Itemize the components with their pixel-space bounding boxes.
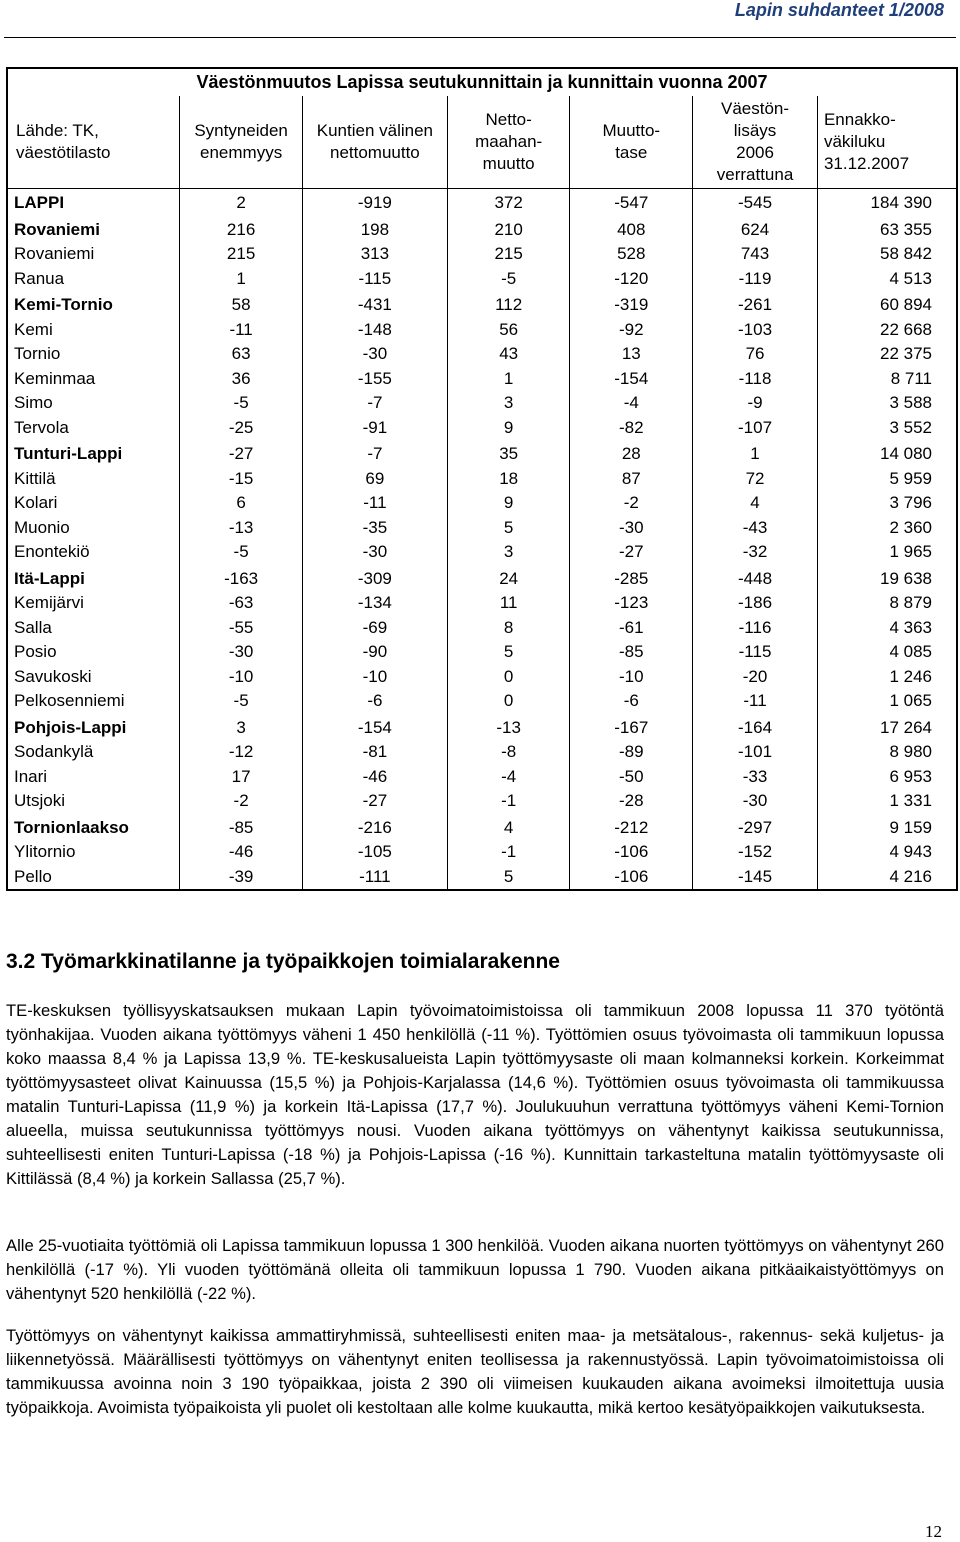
- table-row: [7, 467, 957, 492]
- value-cell: 624: [693, 216, 818, 243]
- value-cell: -145: [693, 865, 818, 891]
- value-cell: -1: [447, 789, 570, 814]
- table-row: [7, 740, 957, 765]
- value-cell: 408: [570, 216, 693, 243]
- value-cell: 4: [447, 814, 570, 841]
- value-cell: -55: [180, 616, 303, 641]
- value-cell: -448: [693, 565, 818, 592]
- region-name-cell: Kolari: [7, 491, 180, 516]
- value-cell: 56: [447, 318, 570, 343]
- region-name-cell: Muonio: [7, 516, 180, 541]
- paragraph-1: TE-keskuksen työllisyyskatsauksen mukaan Lapin työvoimatoimistoissa oli tammikuun 2008 lopussa 11 370 työtöntä työnhakijaa. Vuoden aikana työttömyys väheni 1 450 henkilöllä (-11 %). Työttömien osuus työvoimasta oli tammikuun lopussa koko maassa 8,4 % ja Lapissa 13,9 %. TE-keskusalueista Lapin työttömyysaste oli maan kolmanneksi korkein. Korkeimmat työttömyysasteet olivat Kainuussa (15,5 %) ja Pohjois-Karjalassa (14,6 %). Työttömien osuus työvoimasta oli tammikuussa matalin Tunturi-Lapissa (11,9 %) ja korkein Itä-Lapissa (17,7 %). Joulukuuhun verrattuna työttömyys väheni Kemi-Tornion alueella, muissa seutukunnissa työttömyys nousi. Vuoden aikana työttömyys on vähentynyt kaikissa seutukunnissa, suhteellisesti eniten Tunturi-Lapissa (-18 %) ja Pohjois-Lapissa (-16 %). Kunnittain tarkasteltuna matalin työttömyysaste oli Kittilässä (8,4 %) ja korkein Sallassa (25,7 %).: [6, 1001, 944, 1188]
- value-cell: 14 080: [817, 440, 957, 467]
- region-name-cell: Posio: [7, 640, 180, 665]
- column-header: [180, 96, 303, 189]
- region-name-cell: Simo: [7, 391, 180, 416]
- table-row: [7, 318, 957, 343]
- value-cell: 24: [447, 565, 570, 592]
- value-cell: 63: [180, 342, 303, 367]
- value-cell: 1: [693, 440, 818, 467]
- table-row: [7, 616, 957, 641]
- value-cell: -167: [570, 714, 693, 741]
- column-header-line: Ennakko-: [823, 110, 896, 129]
- region-name-cell: Pelkosenniemi: [7, 689, 180, 714]
- value-cell: 18: [447, 467, 570, 492]
- value-cell: 216: [180, 216, 303, 243]
- value-cell: 60 894: [817, 291, 957, 318]
- value-cell: 13: [570, 342, 693, 367]
- value-cell: -9: [693, 391, 818, 416]
- value-cell: 313: [302, 242, 447, 267]
- table-row: [7, 491, 957, 516]
- value-cell: -2: [570, 491, 693, 516]
- value-cell: -28: [570, 789, 693, 814]
- value-cell: 0: [447, 665, 570, 690]
- value-cell: 3: [180, 714, 303, 741]
- table-row: [7, 516, 957, 541]
- value-cell: 3: [447, 391, 570, 416]
- value-cell: 22 668: [817, 318, 957, 343]
- table-row: [7, 591, 957, 616]
- value-cell: -89: [570, 740, 693, 765]
- region-name-cell: Sodankylä: [7, 740, 180, 765]
- value-cell: -13: [447, 714, 570, 741]
- value-cell: -27: [570, 540, 693, 565]
- column-header-line: nettomuutto: [329, 143, 420, 162]
- value-cell: -5: [447, 267, 570, 292]
- value-cell: 1: [447, 367, 570, 392]
- value-cell: -154: [302, 714, 447, 741]
- table-row: [7, 189, 957, 216]
- value-cell: 87: [570, 467, 693, 492]
- value-cell: -5: [180, 540, 303, 565]
- value-cell: -115: [302, 267, 447, 292]
- column-header-line: maahan-: [475, 132, 543, 151]
- value-cell: 8 980: [817, 740, 957, 765]
- value-cell: -15: [180, 467, 303, 492]
- value-cell: 36: [180, 367, 303, 392]
- value-cell: 3 588: [817, 391, 957, 416]
- value-cell: -2: [180, 789, 303, 814]
- value-cell: 4 943: [817, 840, 957, 865]
- value-cell: -50: [570, 765, 693, 790]
- column-header-line: Syntyneiden: [194, 121, 288, 140]
- value-cell: 2 360: [817, 516, 957, 541]
- value-cell: -431: [302, 291, 447, 318]
- value-cell: -10: [180, 665, 303, 690]
- value-cell: 6 953: [817, 765, 957, 790]
- section-heading: 3.2 Työmarkkinatilanne ja työpaikkojen toimialarakenne: [6, 950, 560, 973]
- table-row: [7, 665, 957, 690]
- value-cell: -106: [570, 865, 693, 891]
- region-name-cell: Salla: [7, 616, 180, 641]
- value-cell: 2: [180, 189, 303, 216]
- value-cell: -92: [570, 318, 693, 343]
- page-number: 12: [925, 1522, 942, 1541]
- value-cell: -85: [570, 640, 693, 665]
- table-row: [7, 416, 957, 441]
- table-row: [7, 267, 957, 292]
- value-cell: -212: [570, 814, 693, 841]
- region-name-cell: Kemijärvi: [7, 591, 180, 616]
- value-cell: 6: [180, 491, 303, 516]
- value-cell: 19 638: [817, 565, 957, 592]
- table-row: [7, 789, 957, 814]
- paragraph-3: Työttömyys on vähentynyt kaikissa ammattiryhmissä, suhteellisesti eniten maa- ja metsätalous-, rakennus- sekä kuljetus- ja liikennetyössä. Määrällisesti työttömyys on vähentynyt eniten teollisessa ja rakennustyössä. Lapin työvoimatoimistoissa oli tammikuussa avoinna noin 3 190 työpaikkaa, joista 2 390 oli viimeisen kuukauden aikana avoimeksi ilmoitettuja uusia työpaikkoja. Avoimista työpaikoista yli puolet oli kestoltaan alle kolme kuukautta, mikä kertoo kesätyöpaikkojen vaikutuksesta.: [6, 1326, 944, 1417]
- value-cell: -82: [570, 416, 693, 441]
- column-header-line: väkiluku: [823, 132, 886, 151]
- table-header-row: [7, 96, 957, 189]
- table-row: [7, 391, 957, 416]
- value-cell: 1: [180, 267, 303, 292]
- paragraph-2: Alle 25-vuotiaita työttömiä oli Lapissa tammikuun lopussa 1 300 henkilöä. Vuoden aikana nuorten työttömyys on vähentynyt 260 henkilöllä (-17 %). Yli vuoden työttömänä olleita oli tammikuun lopussa 1 790. Vuoden aikana pitkäaikaistyöttömyys on vähentynyt 520 henkilöllä (-22 %).: [6, 1236, 944, 1303]
- value-cell: -69: [302, 616, 447, 641]
- column-header-line: 31.12.2007: [823, 154, 910, 173]
- value-cell: -90: [302, 640, 447, 665]
- value-cell: -103: [693, 318, 818, 343]
- value-cell: 17 264: [817, 714, 957, 741]
- value-cell: 35: [447, 440, 570, 467]
- value-cell: -116: [693, 616, 818, 641]
- column-header: [693, 96, 818, 189]
- value-cell: -120: [570, 267, 693, 292]
- value-cell: 4: [693, 491, 818, 516]
- value-cell: 743: [693, 242, 818, 267]
- value-cell: 43: [447, 342, 570, 367]
- value-cell: -545: [693, 189, 818, 216]
- value-cell: 28: [570, 440, 693, 467]
- value-cell: -25: [180, 416, 303, 441]
- value-cell: 198: [302, 216, 447, 243]
- value-cell: 3 796: [817, 491, 957, 516]
- column-header-line: lisäys: [733, 121, 777, 140]
- value-cell: 17: [180, 765, 303, 790]
- value-cell: -547: [570, 189, 693, 216]
- value-cell: 5 959: [817, 467, 957, 492]
- value-cell: -105: [302, 840, 447, 865]
- value-cell: 1 965: [817, 540, 957, 565]
- value-cell: -5: [180, 391, 303, 416]
- value-cell: -309: [302, 565, 447, 592]
- value-cell: -1: [447, 840, 570, 865]
- table-row: [7, 342, 957, 367]
- column-header: [447, 96, 570, 189]
- value-cell: 69: [302, 467, 447, 492]
- running-header: Lapin suhdanteet 1/2008: [734, 0, 944, 20]
- value-cell: 4 363: [817, 616, 957, 641]
- value-cell: -30: [693, 789, 818, 814]
- column-header-line: 2006: [736, 143, 774, 162]
- value-cell: -8: [447, 740, 570, 765]
- value-cell: -30: [302, 540, 447, 565]
- value-cell: 1 246: [817, 665, 957, 690]
- region-name-cell: Tornionlaakso: [7, 814, 180, 841]
- value-cell: -30: [180, 640, 303, 665]
- table-row: [7, 765, 957, 790]
- value-cell: 5: [447, 516, 570, 541]
- value-cell: -27: [302, 789, 447, 814]
- value-cell: 4 513: [817, 267, 957, 292]
- region-name-cell: Keminmaa: [7, 367, 180, 392]
- region-name-cell: Kittilä: [7, 467, 180, 492]
- value-cell: 76: [693, 342, 818, 367]
- region-name-cell: Tervola: [7, 416, 180, 441]
- value-cell: -111: [302, 865, 447, 891]
- value-cell: -155: [302, 367, 447, 392]
- value-cell: -101: [693, 740, 818, 765]
- value-cell: 9: [447, 416, 570, 441]
- region-name-cell: Itä-Lappi: [7, 565, 180, 592]
- value-cell: -91: [302, 416, 447, 441]
- value-cell: -61: [570, 616, 693, 641]
- value-cell: 1 331: [817, 789, 957, 814]
- table-row: [7, 242, 957, 267]
- column-header-line: verrattuna: [716, 165, 794, 184]
- value-cell: 0: [447, 689, 570, 714]
- region-name-cell: Ranua: [7, 267, 180, 292]
- value-cell: -35: [302, 516, 447, 541]
- table-title: Väestönmuutos Lapissa seutukunnittain ja kunnittain vuonna 2007: [7, 68, 957, 96]
- value-cell: -46: [180, 840, 303, 865]
- value-cell: -11: [693, 689, 818, 714]
- value-cell: 528: [570, 242, 693, 267]
- table-row: [7, 540, 957, 565]
- value-cell: 58: [180, 291, 303, 318]
- value-cell: -85: [180, 814, 303, 841]
- column-header-line: Lähde: TK,: [16, 121, 99, 140]
- table-row: [7, 865, 957, 891]
- value-cell: -33: [693, 765, 818, 790]
- region-name-cell: Utsjoki: [7, 789, 180, 814]
- population-change-table: [6, 67, 958, 891]
- table-row: [7, 714, 957, 741]
- column-header: [302, 96, 447, 189]
- value-cell: -39: [180, 865, 303, 891]
- value-cell: -4: [570, 391, 693, 416]
- value-cell: 72: [693, 467, 818, 492]
- column-header: [817, 96, 957, 189]
- table-row: [7, 440, 957, 467]
- value-cell: 112: [447, 291, 570, 318]
- value-cell: -919: [302, 189, 447, 216]
- value-cell: -63: [180, 591, 303, 616]
- value-cell: -319: [570, 291, 693, 318]
- region-name-cell: Ylitornio: [7, 840, 180, 865]
- value-cell: -163: [180, 565, 303, 592]
- table-row: [7, 367, 957, 392]
- region-name-cell: Kemi: [7, 318, 180, 343]
- value-cell: 58 842: [817, 242, 957, 267]
- column-header: [570, 96, 693, 189]
- value-cell: -13: [180, 516, 303, 541]
- column-header-line: väestötilasto: [16, 143, 111, 162]
- column-header-line: muutto: [482, 154, 535, 173]
- value-cell: -119: [693, 267, 818, 292]
- table-row: [7, 840, 957, 865]
- value-cell: -27: [180, 440, 303, 467]
- value-cell: -154: [570, 367, 693, 392]
- value-cell: -118: [693, 367, 818, 392]
- value-cell: -148: [302, 318, 447, 343]
- value-cell: -134: [302, 591, 447, 616]
- table-row: [7, 689, 957, 714]
- column-header-line: tase: [615, 143, 648, 162]
- region-name-cell: Savukoski: [7, 665, 180, 690]
- region-name-cell: Pohjois-Lappi: [7, 714, 180, 741]
- value-cell: 8 879: [817, 591, 957, 616]
- value-cell: 5: [447, 640, 570, 665]
- value-cell: -186: [693, 591, 818, 616]
- value-cell: -20: [693, 665, 818, 690]
- table-row: [7, 565, 957, 592]
- region-name-cell: Tornio: [7, 342, 180, 367]
- value-cell: 9: [447, 491, 570, 516]
- value-cell: -43: [693, 516, 818, 541]
- value-cell: 215: [180, 242, 303, 267]
- value-cell: -123: [570, 591, 693, 616]
- value-cell: 372: [447, 189, 570, 216]
- value-cell: 11: [447, 591, 570, 616]
- value-cell: 8 711: [817, 367, 957, 392]
- value-cell: 5: [447, 865, 570, 891]
- value-cell: -164: [693, 714, 818, 741]
- value-cell: 3 552: [817, 416, 957, 441]
- value-cell: 1 065: [817, 689, 957, 714]
- column-header-line: enemmyys: [200, 143, 283, 162]
- value-cell: -10: [570, 665, 693, 690]
- region-name-cell: Rovaniemi: [7, 216, 180, 243]
- value-cell: 8: [447, 616, 570, 641]
- header-rule: [4, 37, 956, 38]
- value-cell: -7: [302, 440, 447, 467]
- column-header: [7, 96, 180, 189]
- table-row: [7, 216, 957, 243]
- value-cell: -30: [570, 516, 693, 541]
- region-name-cell: Pello: [7, 865, 180, 891]
- value-cell: -32: [693, 540, 818, 565]
- value-cell: -11: [302, 491, 447, 516]
- value-cell: -7: [302, 391, 447, 416]
- value-cell: -81: [302, 740, 447, 765]
- value-cell: -12: [180, 740, 303, 765]
- value-cell: 215: [447, 242, 570, 267]
- value-cell: 3: [447, 540, 570, 565]
- value-cell: -30: [302, 342, 447, 367]
- table-row: [7, 291, 957, 318]
- region-name-cell: Rovaniemi: [7, 242, 180, 267]
- value-cell: -10: [302, 665, 447, 690]
- value-cell: -107: [693, 416, 818, 441]
- value-cell: -4: [447, 765, 570, 790]
- region-name-cell: LAPPI: [7, 189, 180, 216]
- column-header-line: Netto-: [485, 110, 532, 129]
- value-cell: 22 375: [817, 342, 957, 367]
- region-name-cell: Inari: [7, 765, 180, 790]
- value-cell: 4 085: [817, 640, 957, 665]
- value-cell: -297: [693, 814, 818, 841]
- value-cell: -285: [570, 565, 693, 592]
- table-row: [7, 640, 957, 665]
- value-cell: -106: [570, 840, 693, 865]
- value-cell: -152: [693, 840, 818, 865]
- region-name-cell: Tunturi-Lappi: [7, 440, 180, 467]
- column-header-line: Kuntien välinen: [316, 121, 434, 140]
- value-cell: 4 216: [817, 865, 957, 891]
- table-row: [7, 814, 957, 841]
- value-cell: -115: [693, 640, 818, 665]
- value-cell: -5: [180, 689, 303, 714]
- value-cell: 63 355: [817, 216, 957, 243]
- region-name-cell: Enontekiö: [7, 540, 180, 565]
- value-cell: -6: [570, 689, 693, 714]
- column-header-line: Muutto-: [602, 121, 661, 140]
- value-cell: 210: [447, 216, 570, 243]
- value-cell: -46: [302, 765, 447, 790]
- value-cell: -6: [302, 689, 447, 714]
- value-cell: 184 390: [817, 189, 957, 216]
- value-cell: -261: [693, 291, 818, 318]
- column-header-line: Väestön-: [721, 99, 790, 118]
- value-cell: -216: [302, 814, 447, 841]
- value-cell: 9 159: [817, 814, 957, 841]
- value-cell: -11: [180, 318, 303, 343]
- region-name-cell: Kemi-Tornio: [7, 291, 180, 318]
